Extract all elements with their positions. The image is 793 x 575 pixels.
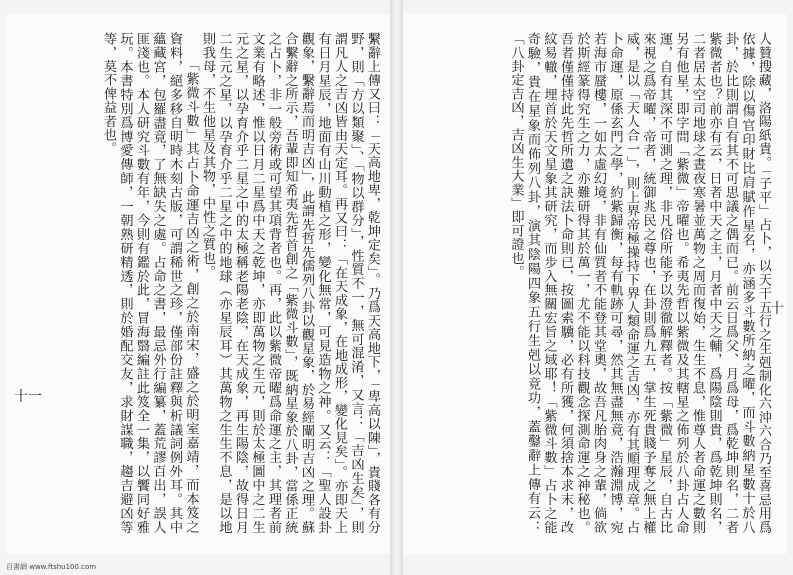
watermark-footer: 百書網 www.ftshu100.com	[6, 563, 97, 571]
paragraph: 「紫微斗數」其占卜命運吉凶之術，創之於南宋，盛之於明室嘉靖，而本笈之資料，絕多移自明時木刻古版，可謂稀世之珍，僅部份註釋與析議詞例外耳。其中蘊藏宮，包羅盡竟，了無缺失之處。占命之書，最忌外行編纂，蓋荒謬百出，誤人匪淺也。本人研究斗數有年，今則有鑑於此，冒海翳編註此笈全一集，以饗同好雅玩。本書特別爲博愛傳師，一朝熟研精透，則於婚配交友，求財謀職，趨吉避凶等等，莫不俾益者也。	[101, 32, 199, 534]
page-number-left: 十一	[14, 389, 42, 405]
right-page-text	[423, 32, 771, 534]
paragraph: 人贊搜藏，洛陽紙貴。「子平」占卜，以天干五行之生剋制化六沖六合乃至喜忌用爲依據，除以傷官印財比肩賦作星名，亦涵多斗數所納之曜，而斗數納星數十於八卦，於比則謂自有其不可思議之偶而已。前云日爲父、月爲母，爲乾坤則名，二者紫微者也？前亦有云，日者中天之主，月者中天之輔，爲陽陰則貴，爲乾坤則名，二者居太空司地球之晝夜寒暑並萬物之周而復始，生生不息，惟尊人者命運之數則另有他星，即字問「紫微」帝曜也。希夷先哲以紫微及其轄星之佈列於八卦占人命運，自有其深不可測之理，非凡俗所能予以澄徹解釋者。按「紫微」星辰，自古比來視之爲帝曜，帝者，統御兆民之尊也，在卦則爲九五，掌生死貴賤予奪之無上權威，是以「天人合一」，則上界帝極操持下界人類命運之吉凶，亦有其順理成章。占卜命運，原係玄門之學，約紫歸衡，每有軌跡可尋，然其無盡無竟，浩瀚淵博，宛若海市蜃樓，一如太虛幻境，非有仙質者不能登其堂奧，故吾凡胎肉身之輩，倘欲於斯經篆得究生之力，亦難研得其於萬一，尤不能以科技觀念探測命運之神秘也。吾者僅僅持此先哲所遺之訣法卜命則已，按圖索驥，必有所獲，何須捨本求末，改紋易轍，埋首於天文星象其研究，而步入無關宏旨之域耶！「紫微斗數」占卜之能奇驗，貴在星象而佈列八卦，演其陰陽四象五行生剋以竟功，蓋鑿辭上傳有云：「八卦定吉凶，吉凶生大業」即可證也。	[508, 32, 771, 534]
right-page	[403, 14, 787, 554]
paragraph: 繫辭上傳又曰：「天高地卑，乾坤定矣」。乃爲天高地下，「卑高以陳」，貴賤各有分野，則「方以類聚」、「物以群分」，性質不一，無可混淆，又言：「吉凶生矣」，則謂凡人之吉凶皆由天定耳。再又曰：「在天成象，在地成形，變化見矣」。亦即天上有日月星辰，地面有山川動植之形，變化無常，可見造物之神。又云：「聖人設卦觀象，繫辭焉而明吉凶」，此謂先哲先儒列八卦以觀星象，於易經闡明吉凶之理。蘇合繫辭之所示，吾輩即知希夷先哲首創之「紫微斗數」，既納星象於八卦，當係正統之占卜，非一般旁術或可望其項背者也。再，此以紫微帝曜爲命運之主，其理者前文業有略述，惟以日月二星爲中天之乾坤，亦即萬物之生元，則於太極圖中之二生元之星，以孕育介乎二星之中的太極稱老陽老陰，在天成象，再生陽陰，故得日月二生元之星，以孕育介乎二星之中的地球（亦星辰耳）其萬物之生生不息，是以地則我母，不生他星及其物，中性之質也。	[200, 32, 380, 534]
left-page	[6, 14, 390, 554]
left-page-text	[20, 32, 380, 534]
book-gutter	[390, 0, 403, 575]
page-number-right: 十	[770, 301, 784, 317]
